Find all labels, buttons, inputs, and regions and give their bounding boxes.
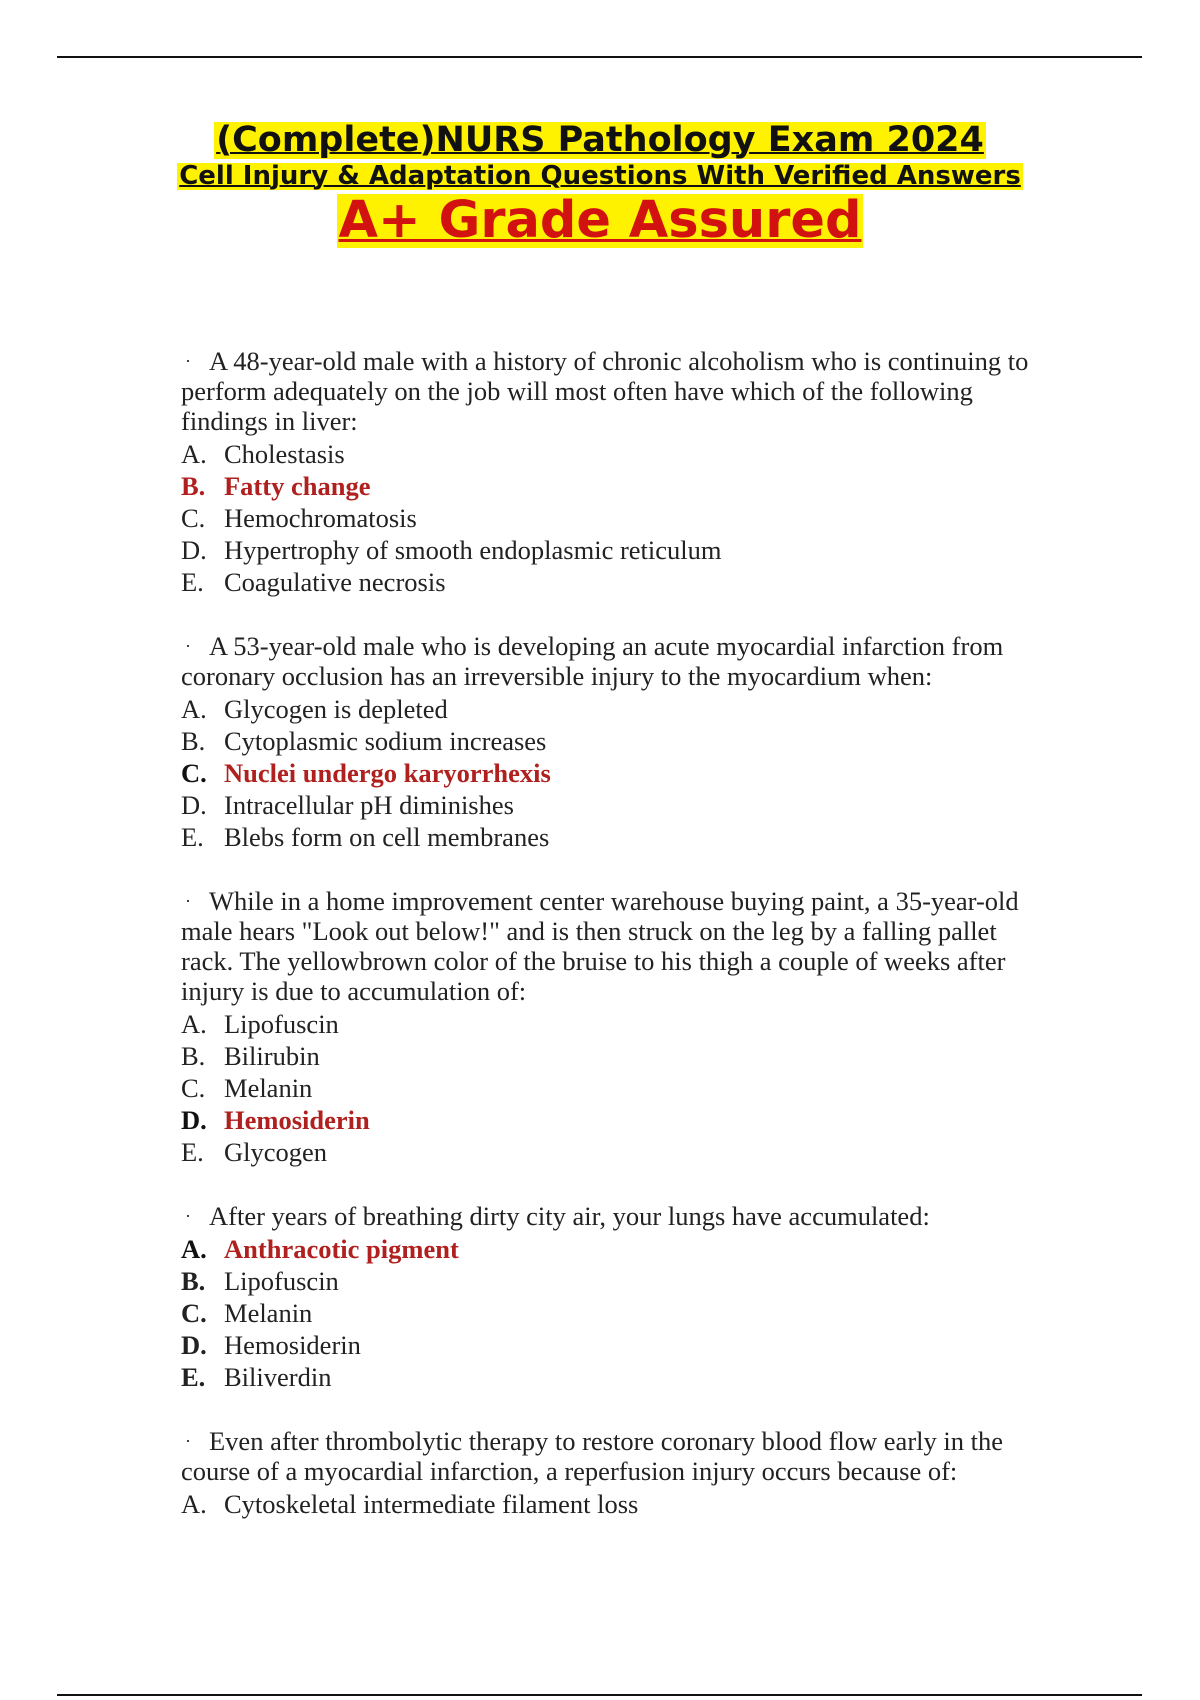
question-list [181, 346, 1031, 1553]
answer-option: E. Coagulative necrosis [181, 567, 446, 597]
grade-banner: A+ Grade Assured [338, 191, 862, 251]
bullet-icon: · [185, 1431, 191, 1451]
answer-option: C. Hemochromatosis [181, 503, 417, 533]
question-stem: · While in a home improvement center warehouse buying paint, a 35-year-old male hears "Look out below!" and is then struck on the leg by a falling pallet rack. The yellowbrown color of the bruise to his thigh a couple of weeks after injury is due to accumulation of: [181, 886, 1019, 1006]
answer-option: D. Intracellular pH diminishes [181, 790, 514, 820]
answer-option-correct: D. Hemosiderin [181, 1105, 370, 1135]
answer-option-correct: A. Anthracotic pigment [181, 1234, 459, 1264]
answer-option: B. Lipofuscin [181, 1266, 339, 1296]
question-2 [181, 631, 1031, 853]
question-stem: · After years of breathing dirty city air, your lungs have accumulated: [181, 1201, 1031, 1231]
answer-option: A. Cytoskeletal intermediate filament loss [181, 1489, 639, 1519]
question-stem: · Even after thrombolytic therapy to restore coronary blood flow early in the course of a myocardial infarction, a reperfusion injury occurs because of: [181, 1426, 1003, 1486]
answer-option: B. Bilirubin [181, 1041, 320, 1071]
answer-option: A. Cholestasis [181, 439, 345, 469]
answer-option: D. Hemosiderin [181, 1330, 361, 1360]
question-stem: · A 48-year-old male with a history of chronic alcoholism who is continuing to perform adequately on the job will most often have which of the following findings in liver: [181, 346, 1029, 436]
answer-option: D. Hypertrophy of smooth endoplasmic reticulum [181, 535, 722, 565]
bullet-icon: · [185, 1206, 191, 1226]
answer-option-correct: B. Fatty change [181, 471, 371, 501]
answer-option: E. Biliverdin [181, 1362, 332, 1392]
document-title: (Complete)NURS Pathology Exam 2024 [216, 120, 984, 160]
bullet-icon: · [185, 636, 191, 656]
answer-option: B. Cytoplasmic sodium increases [181, 726, 547, 756]
answer-option: E. Blebs form on cell membranes [181, 822, 550, 852]
answer-option: E. Glycogen [181, 1137, 328, 1167]
bullet-icon: · [185, 351, 191, 371]
document-subtitle: Cell Injury & Adaptation Questions With Verified Answers [179, 160, 1021, 191]
question-5 [181, 1426, 1031, 1520]
top-rule [57, 56, 1142, 58]
document-header [0, 120, 1200, 251]
question-stem: · A 53-year-old male who is developing an acute myocardial infarction from coronary occlusion has an irreversible injury to the myocardium when: [181, 631, 1004, 691]
answer-option: A. Glycogen is depleted [181, 694, 448, 724]
question-4 [181, 1201, 1031, 1393]
answer-option: C. Melanin [181, 1073, 313, 1103]
question-3 [181, 886, 1031, 1168]
answer-option-correct: C. Nuclei undergo karyorrhexis [181, 758, 551, 788]
answer-option: C. Melanin [181, 1298, 313, 1328]
question-1 [181, 346, 1031, 598]
bullet-icon: · [185, 891, 191, 911]
bottom-rule [57, 1694, 1142, 1696]
answer-option: A. Lipofuscin [181, 1009, 339, 1039]
